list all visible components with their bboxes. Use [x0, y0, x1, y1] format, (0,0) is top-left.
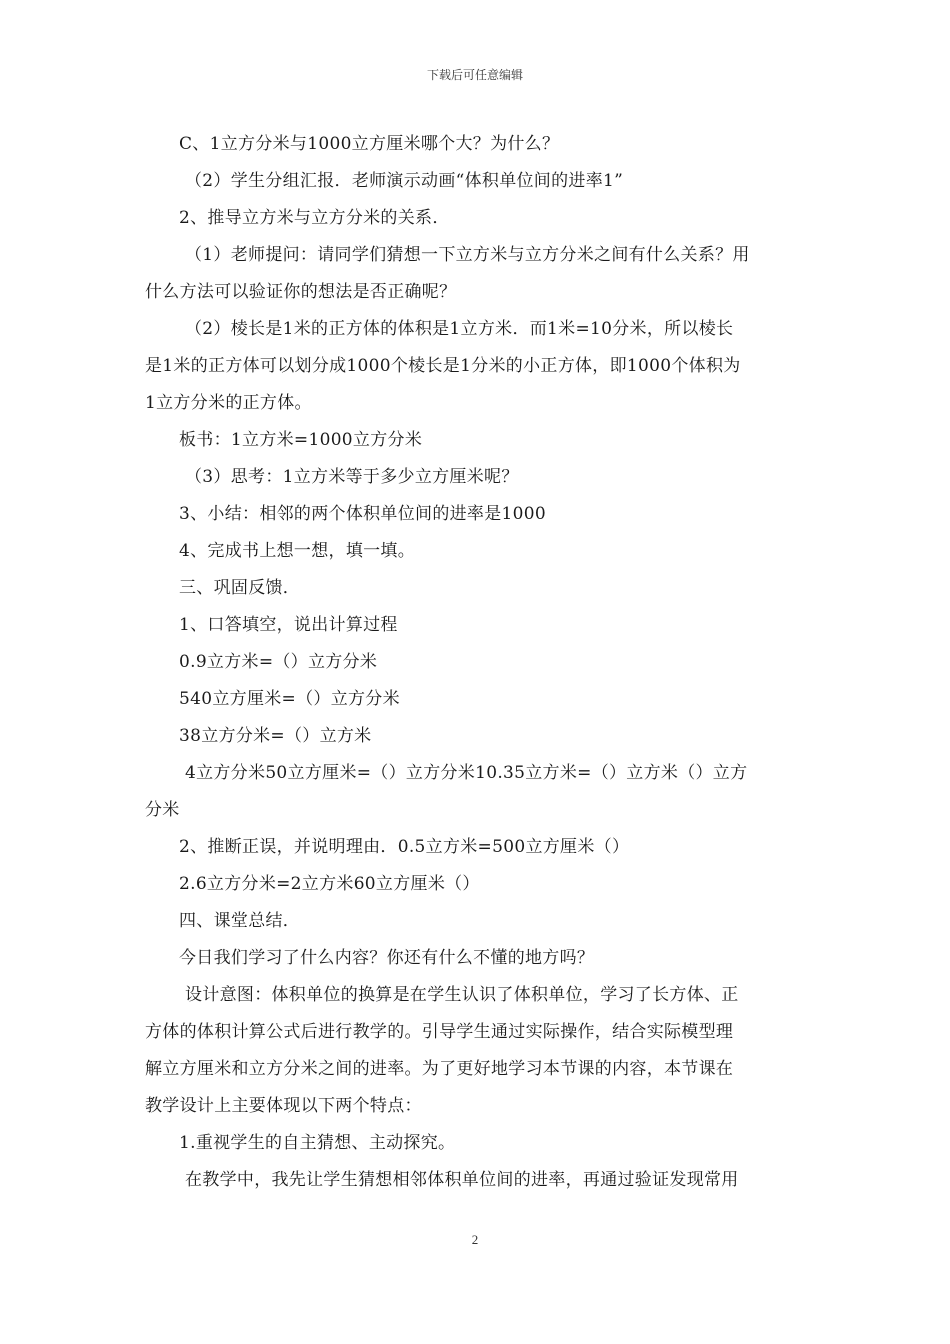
text-line: 教学设计上主要体现以下两个特点： [145, 1096, 422, 1116]
text-line: 板书：1立方米=1000立方分米 [179, 430, 423, 450]
text-line: （2）学生分组汇报．老师演示动画“体积单位间的进率1” [185, 171, 624, 191]
text-line: 什么方法可以验证你的想法是否正确呢？ [145, 282, 457, 302]
text-line: 3、小结：相邻的两个体积单位间的进率是1000 [179, 504, 546, 524]
text-line: 今日我们学习了什么内容？你还有什么不懂的地方吗？ [179, 948, 595, 968]
page-number: 2 [471, 1232, 479, 1247]
text-line: 三、巩固反馈． [179, 578, 301, 598]
text-line: 方体的体积计算公式后进行教学的。引导学生通过实际操作，结合实际模型理 [145, 1022, 734, 1042]
text-line: 1立方分米的正方体。 [145, 393, 312, 413]
text-line: 0.9立方米=（）立方分米 [179, 652, 378, 672]
text-line: 四、课堂总结． [179, 911, 301, 931]
text-line: 分米 [145, 800, 180, 820]
text-line: 540立方厘米=（）立方分米 [179, 689, 400, 709]
text-line: 2、推导立方米与立方分米的关系． [179, 208, 450, 228]
text-line: 2.6立方分米=2立方米60立方厘米（） [179, 874, 480, 894]
text-line: 4立方分米50立方厘米=（）立方分米10.35立方米=（）立方米（）立方 [185, 763, 748, 783]
text-line: C、1立方分米与1000立方厘米哪个大？为什么？ [179, 134, 560, 154]
text-line: 是1米的正方体可以划分成1000个棱长是1分米的小正方体，即1000个体积为 [145, 356, 741, 376]
text-line: （1）老师提问：请同学们猜想一下立方米与立方分米之间有什么关系？用 [185, 245, 750, 265]
text-line: 在教学中，我先让学生猜想相邻体积单位间的进率，再通过验证发现常用 [185, 1170, 739, 1190]
text-line: 38立方分米=（）立方米 [179, 726, 372, 746]
text-line: 2、推断正误，并说明理由．0.5立方米=500立方厘米（） [179, 837, 630, 857]
text-line: （3）思考：1立方米等于多少立方厘米呢？ [185, 467, 519, 487]
text-line: （2）棱长是1米的正方体的体积是1立方米．而1米=10分米，所以棱长 [185, 319, 734, 339]
page-header: 下载后可任意编辑 [426, 68, 523, 82]
text-line: 1、口答填空，说出计算过程 [179, 615, 398, 635]
document-body [145, 126, 810, 1199]
text-line: 解立方厘米和立方分米之间的进率。为了更好地学习本节课的内容，本节课在 [145, 1059, 734, 1079]
text-line: 1.重视学生的自主猜想、主动探究。 [179, 1133, 456, 1153]
text-line: 设计意图：体积单位的换算是在学生认识了体积单位，学习了长方体、正 [185, 985, 739, 1005]
text-line: 4、完成书上想一想，填一填。 [179, 541, 416, 561]
